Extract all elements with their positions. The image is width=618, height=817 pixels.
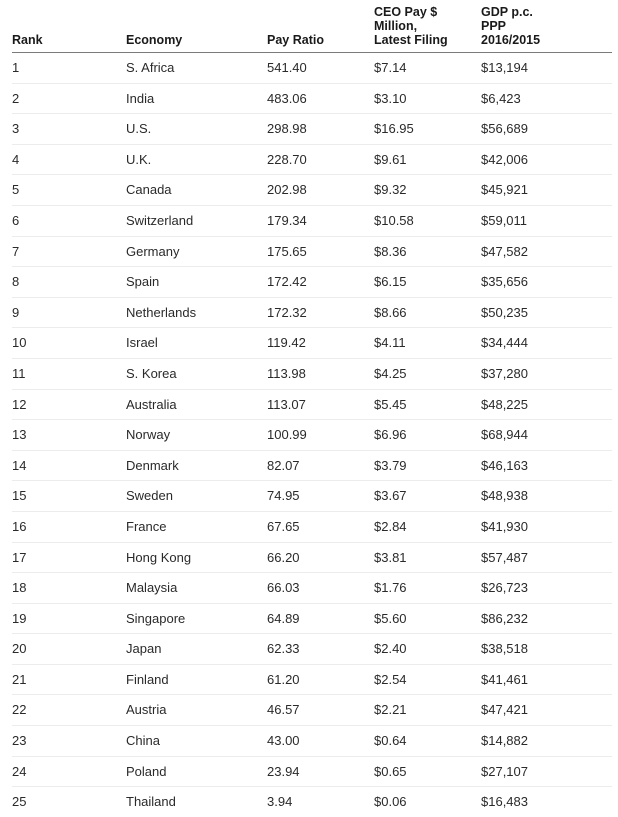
economy-cell: Malaysia (126, 580, 178, 596)
economy-cell: Finland (126, 671, 169, 687)
pay-ratio-cell: 228.70 (267, 151, 307, 167)
table-row (12, 328, 612, 359)
gdp-cell: $35,656 (481, 274, 528, 290)
ceo-pay-cell: $2.21 (374, 702, 407, 718)
ceo-pay-cell: $6.15 (374, 274, 407, 290)
ceo-pay-cell: $3.79 (374, 457, 407, 473)
pay-ratio-cell: 172.32 (267, 304, 307, 320)
table-row (12, 114, 612, 145)
table-row (12, 512, 612, 543)
pay-ratio-cell: 298.98 (267, 121, 307, 137)
pay-ratio-cell: 43.00 (267, 733, 300, 749)
rank-cell: 15 (12, 488, 27, 504)
ceo-pay-cell: $3.81 (374, 549, 407, 565)
table-body (12, 53, 612, 817)
gdp-cell: $45,921 (481, 182, 528, 198)
ceo-pay-cell: $16.95 (374, 121, 414, 137)
economy-cell: U.S. (126, 121, 152, 137)
rank-cell: 25 (12, 794, 27, 810)
economy-cell: Hong Kong (126, 549, 192, 565)
pay-ratio-cell: 175.65 (267, 243, 307, 259)
pay-ratio-cell: 61.20 (267, 671, 300, 687)
rank-cell: 19 (12, 610, 27, 626)
header-gdp-line2: PPP (481, 19, 507, 33)
ceo-pay-cell: $3.10 (374, 90, 407, 106)
gdp-cell: $34,444 (481, 335, 528, 351)
header-ceo-pay (374, 5, 448, 47)
gdp-cell: $46,163 (481, 457, 528, 473)
table-row (12, 359, 612, 390)
gdp-cell: $68,944 (481, 427, 528, 443)
pay-ratio-cell: 74.95 (267, 488, 300, 504)
table-row (12, 695, 612, 726)
rank-cell: 24 (12, 763, 27, 779)
table-row (12, 53, 612, 84)
economy-cell: Australia (126, 396, 177, 412)
rank-cell: 14 (12, 457, 27, 473)
header-ceo-pay-line2: Million, (374, 19, 418, 33)
pay-ratio-cell: 46.57 (267, 702, 300, 718)
ceo-pay-cell: $9.32 (374, 182, 407, 198)
gdp-cell: $59,011 (481, 212, 528, 228)
rank-cell: 6 (12, 212, 20, 228)
pay-ratio-cell: 113.98 (267, 365, 306, 381)
ceo-pay-cell: $4.11 (374, 335, 406, 351)
header-gdp (481, 5, 540, 47)
rank-cell: 12 (12, 396, 27, 412)
table-row (12, 665, 612, 696)
header-gdp-line1: GDP p.c. (481, 5, 533, 19)
gdp-cell: $48,225 (481, 396, 528, 412)
rank-cell: 13 (12, 427, 27, 443)
ceo-pay-cell: $2.54 (374, 671, 407, 687)
ceo-pay-cell: $8.36 (374, 243, 407, 259)
pay-ratio-cell: 119.42 (267, 335, 306, 351)
ceo-pay-cell: $4.25 (374, 365, 407, 381)
economy-cell: China (126, 733, 160, 749)
rank-cell: 23 (12, 733, 27, 749)
rank-cell: 8 (12, 274, 20, 290)
table-row (12, 573, 612, 604)
economy-cell: Canada (126, 182, 172, 198)
pay-ratio-cell: 113.07 (267, 396, 306, 412)
ceo-pay-cell: $8.66 (374, 304, 407, 320)
gdp-cell: $27,107 (481, 763, 528, 779)
economy-cell: Thailand (126, 794, 176, 810)
table-row (12, 175, 612, 206)
rank-cell: 16 (12, 518, 27, 534)
pay-ratio-cell: 66.20 (267, 549, 300, 565)
gdp-cell: $6,423 (481, 90, 521, 106)
rank-cell: 17 (12, 549, 27, 565)
ceo-pay-cell: $7.14 (374, 60, 407, 75)
economy-cell: Netherlands (126, 304, 197, 320)
table-row (12, 451, 612, 482)
rank-cell: 4 (12, 151, 20, 167)
economy-cell: Spain (126, 274, 160, 290)
header-economy: Economy (126, 33, 183, 47)
ceo-pay-ratio-table (12, 0, 612, 817)
rank-cell: 21 (12, 671, 27, 687)
economy-cell: Japan (126, 641, 162, 657)
table-row (12, 145, 612, 176)
pay-ratio-cell: 202.98 (267, 182, 307, 198)
economy-cell: Denmark (126, 457, 179, 473)
rank-cell: 7 (12, 243, 20, 259)
rank-cell: 18 (12, 580, 27, 596)
ceo-pay-cell: $3.67 (374, 488, 407, 504)
rank-cell: 2 (12, 90, 20, 106)
ceo-pay-cell: $2.84 (374, 518, 407, 534)
pay-ratio-cell: 172.42 (267, 274, 307, 290)
ceo-pay-cell: $5.45 (374, 396, 407, 412)
economy-cell: Germany (126, 243, 180, 259)
ceo-pay-cell: $0.64 (374, 733, 407, 749)
ceo-pay-cell: $2.40 (374, 641, 407, 657)
economy-cell: S. Korea (126, 365, 177, 381)
gdp-cell: $86,232 (481, 610, 528, 626)
ceo-pay-cell: $0.06 (374, 794, 407, 810)
table-row (12, 757, 612, 788)
gdp-cell: $50,235 (481, 304, 528, 320)
rank-cell: 5 (12, 182, 20, 198)
table-row (12, 390, 612, 421)
ceo-pay-cell: $9.61 (374, 151, 407, 167)
gdp-cell: $41,930 (481, 518, 528, 534)
table-row (12, 726, 612, 757)
ceo-pay-cell: $6.96 (374, 427, 407, 443)
economy-cell: Singapore (126, 610, 186, 626)
economy-cell: Poland (126, 763, 167, 779)
pay-ratio-cell: 62.33 (267, 641, 300, 657)
table-row (12, 604, 612, 635)
table-row (12, 543, 612, 574)
economy-cell: Switzerland (126, 212, 194, 228)
economy-cell: Austria (126, 702, 167, 718)
gdp-cell: $47,582 (481, 243, 528, 259)
rank-cell: 10 (12, 335, 27, 351)
pay-ratio-cell: 64.89 (267, 610, 300, 626)
economy-cell: S. Africa (126, 60, 175, 75)
table-row (12, 787, 612, 817)
rank-cell: 1 (12, 60, 20, 75)
gdp-cell: $47,421 (481, 702, 528, 718)
economy-cell: Norway (126, 427, 171, 443)
gdp-cell: $56,689 (481, 121, 528, 137)
ceo-pay-cell: $0.65 (374, 763, 407, 779)
pay-ratio-cell: 67.65 (267, 518, 300, 534)
table-header (12, 0, 612, 53)
rank-cell: 20 (12, 641, 27, 657)
header-rank: Rank (12, 33, 43, 47)
rank-cell: 9 (12, 304, 20, 320)
header-ceo-pay-line3: Latest Filing (374, 33, 448, 47)
table-row (12, 634, 612, 665)
table-row (12, 298, 612, 329)
pay-ratio-cell: 23.94 (267, 763, 300, 779)
ceo-pay-cell: $5.60 (374, 610, 407, 626)
gdp-cell: $16,483 (481, 794, 528, 810)
gdp-cell: $48,938 (481, 488, 528, 504)
ceo-pay-cell: $1.76 (374, 580, 407, 596)
pay-ratio-cell: 541.40 (267, 60, 307, 75)
table-row (12, 237, 612, 268)
pay-ratio-cell: 82.07 (267, 457, 300, 473)
table-row (12, 84, 612, 115)
pay-ratio-cell: 483.06 (267, 90, 307, 106)
gdp-cell: $14,882 (481, 733, 528, 749)
header-pay-ratio: Pay Ratio (267, 33, 324, 47)
pay-ratio-cell: 66.03 (267, 580, 300, 596)
table-row (12, 481, 612, 512)
table-row (12, 267, 612, 298)
economy-cell: Sweden (126, 488, 173, 504)
rank-cell: 22 (12, 702, 27, 718)
gdp-cell: $57,487 (481, 549, 528, 565)
gdp-cell: $38,518 (481, 641, 528, 657)
gdp-cell: $26,723 (481, 580, 528, 596)
header-ceo-pay-line1: CEO Pay $ (374, 5, 438, 19)
gdp-cell: $37,280 (481, 365, 528, 381)
economy-cell: U.K. (126, 151, 152, 167)
economy-cell: Israel (126, 335, 158, 351)
rank-cell: 11 (12, 365, 26, 381)
ceo-pay-cell: $10.58 (374, 212, 414, 228)
table-row (12, 206, 612, 237)
rank-cell: 3 (12, 121, 20, 137)
pay-ratio-cell: 100.99 (267, 427, 307, 443)
header-gdp-line3: 2016/2015 (481, 33, 541, 47)
gdp-cell: $41,461 (481, 671, 528, 687)
pay-ratio-cell: 3.94 (267, 794, 293, 810)
economy-cell: India (126, 90, 155, 106)
pay-ratio-cell: 179.34 (267, 212, 307, 228)
gdp-cell: $42,006 (481, 151, 528, 167)
gdp-cell: $13,194 (481, 60, 528, 75)
economy-cell: France (126, 518, 167, 534)
table-row (12, 420, 612, 451)
